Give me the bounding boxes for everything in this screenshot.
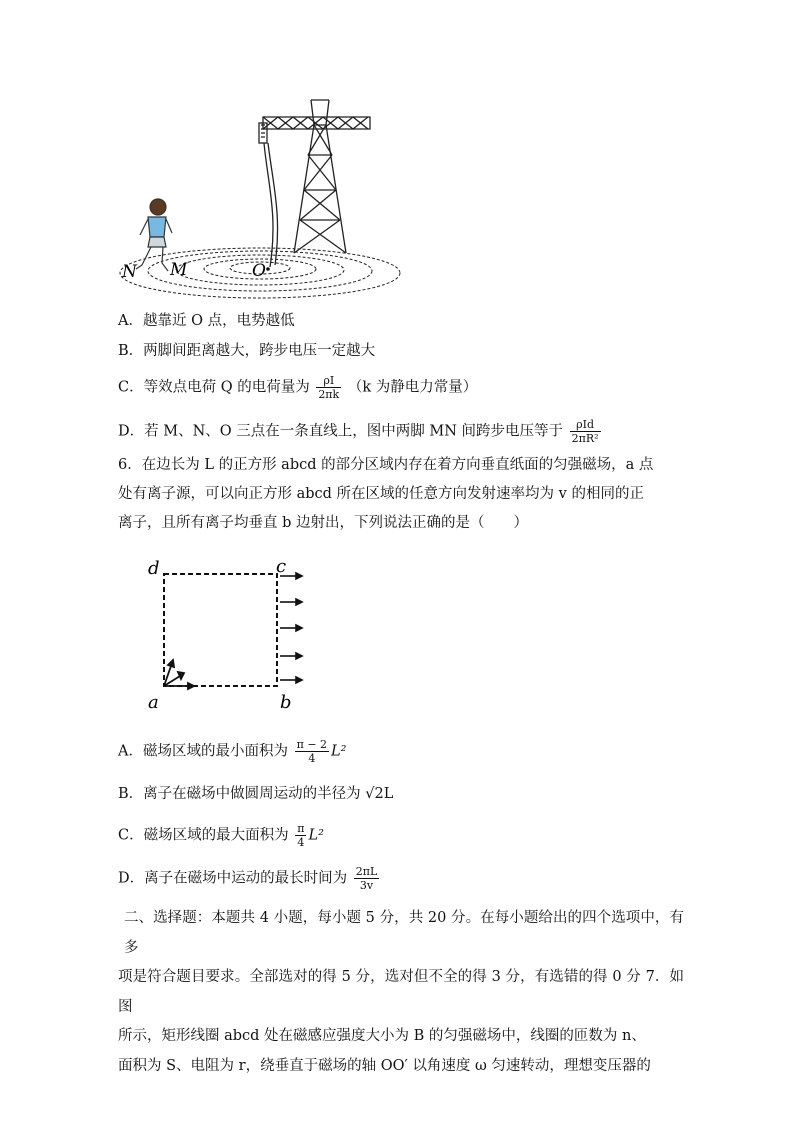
q5-option-c-fraction (316, 374, 341, 401)
q6-option-b: B．离子在磁场中做圆周运动的半径为 √2L (118, 786, 394, 802)
square-abcd-figure (140, 552, 320, 717)
fraction-numerator: π (297, 822, 305, 835)
q6-option-c-prefix: C．磁场区域的最大面积为 (118, 827, 289, 844)
q6-option-d-fraction (354, 865, 380, 892)
q5-option-b: B．两脚间距离越大，跨步电压一定越大 (118, 343, 376, 359)
label-N: N (122, 262, 137, 282)
q6-option-c (118, 822, 324, 849)
transmission-tower (259, 100, 370, 267)
q5-option-c-suffix: （k 为静电力常量） (347, 379, 478, 396)
q6-option-c-suffix: L² (308, 827, 324, 844)
fraction-numerator: π − 2 (296, 738, 328, 751)
section2-line-4: 面积为 S、电阻为 r，绕垂直于磁场的轴 OO′ 以角速度 ω 匀速转动，理想变压器的 (118, 1057, 651, 1074)
q6-option-a-suffix: L² (331, 743, 347, 760)
q5-option-a: A．越靠近 O 点，电势越低 (118, 313, 295, 329)
label-d: d (148, 558, 160, 579)
fraction-denominator: 2πk (318, 388, 340, 401)
fraction-denominator: 3v (359, 879, 374, 892)
q5-option-d-fraction (570, 418, 601, 445)
label-M: M (170, 260, 188, 280)
fraction-denominator: 4 (308, 752, 316, 765)
fraction-numerator: 2πL (355, 865, 378, 878)
fraction-denominator: 2πR² (571, 432, 599, 445)
q6-stem-line-2: 处有离子源，可以向正方形 abcd 所在区域的任意方向发射速率均为 v 的相同的正 (118, 486, 644, 502)
fraction-numerator: ρId (570, 418, 601, 432)
label-b: b (280, 692, 292, 713)
label-a: a (148, 692, 159, 713)
fraction-denominator: 4 (297, 836, 305, 849)
tower-step-voltage-figure (118, 95, 418, 310)
q6-option-a-prefix: A．磁场区域的最小面积为 (118, 743, 288, 760)
q5-option-c-prefix: C．等效点电荷 Q 的电荷量为 (118, 379, 310, 396)
section2-line-2: 项是符合题目要求。全部选对的得 5 分，选对但不全的得 3 分，有选错的得 0 分 7．如图 (118, 969, 684, 1015)
exit-arrows (280, 573, 302, 683)
q6-option-c-fraction (295, 822, 306, 849)
q6-option-a (118, 738, 347, 765)
q5-option-d (118, 418, 603, 445)
q5-option-c (118, 374, 477, 401)
q6-stem (118, 451, 678, 538)
section2-text (118, 904, 684, 1081)
label-O: O (252, 261, 266, 281)
q6-option-d-prefix: D．离子在磁场中运动的最长时间为 (118, 870, 348, 887)
source-arrows (164, 660, 194, 689)
q6-option-a-fraction (295, 738, 329, 765)
fraction-numerator: ρI (316, 374, 341, 388)
q6-stem-line-3: 离子，且所有离子均垂直 b 边射出，下列说法正确的是（ ） (118, 515, 528, 531)
q5-option-d-prefix: D．若 M、N、O 三点在一条直线上，图中两脚 MN 间跨步电压等于 (118, 423, 564, 440)
section2-line-1: 二、选择题：本题共 4 小题，每小题 5 分，共 20 分。在每小题给出的四个选项中，有多 (124, 910, 684, 956)
section2-line-3: 所示，矩形线圈 abcd 处在磁感应强度大小为 B 的匀强磁场中，线圈的匝数为 n、 (118, 1028, 646, 1044)
square-dashed-boundary (164, 574, 277, 686)
q6-stem-line-1: 6．在边长为 L 的正方形 abcd 的部分区域内存在着方向垂直纸面的匀强磁场，a 点 (118, 457, 654, 473)
q6-option-d (118, 865, 381, 892)
label-c: c (276, 556, 287, 577)
